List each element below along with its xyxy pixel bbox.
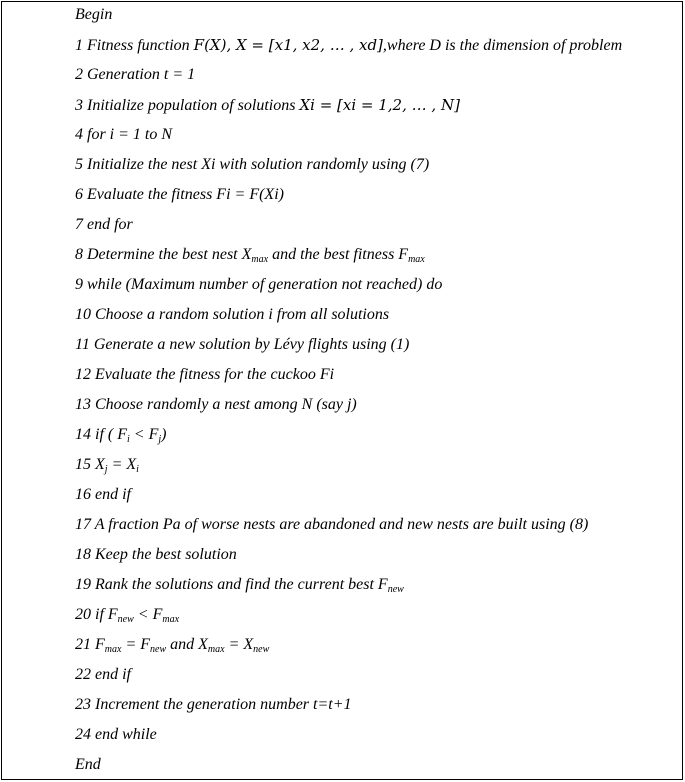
line-number: 3 bbox=[75, 97, 83, 114]
algorithm-line-19 bbox=[75, 575, 404, 595]
line-math: F(X), X = [x1, x2, … , xd] bbox=[193, 36, 383, 54]
line-text: Generate a new solution by Lévy flights using (1) bbox=[93, 336, 410, 353]
line-number: 19 bbox=[75, 576, 91, 593]
algorithm-line-15 bbox=[75, 455, 139, 475]
algorithm-line-21 bbox=[75, 635, 269, 655]
line-text: = X bbox=[107, 456, 137, 473]
subscript: max bbox=[408, 254, 425, 265]
line-math: Xi = [xi = 1,2, … , N] bbox=[299, 96, 460, 114]
algorithm-line-18 bbox=[75, 545, 237, 565]
line-number: 16 bbox=[75, 486, 91, 503]
algorithm-line-1 bbox=[75, 35, 622, 56]
line-text: Choose a random solution i from all solutions bbox=[95, 306, 390, 323]
line-number: 20 bbox=[75, 606, 91, 623]
subscript: max bbox=[104, 644, 122, 655]
subscript: i bbox=[127, 434, 130, 445]
algorithm-end: End bbox=[75, 756, 101, 773]
line-number: 11 bbox=[75, 336, 90, 353]
line-text: Choose randomly a nest among N (say j) bbox=[95, 396, 357, 413]
subscript: new bbox=[150, 644, 167, 655]
algorithm-line-2 bbox=[75, 65, 195, 85]
algorithm-line-23 bbox=[75, 695, 352, 715]
subscript: max bbox=[162, 614, 180, 625]
line-text: Evaluate the fitness for the cuckoo Fi bbox=[95, 366, 335, 383]
subscript: max bbox=[207, 644, 225, 655]
line-number: 7 bbox=[75, 216, 83, 233]
line-text-tail: ,where D is the dimension of problem bbox=[382, 37, 623, 54]
line-text: ) bbox=[161, 426, 167, 443]
algorithm-line-14 bbox=[75, 425, 166, 445]
subscript: max bbox=[251, 254, 269, 265]
line-text: Initialize the nest Xi with solution randomly using (7) bbox=[87, 156, 430, 173]
line-text: and X bbox=[166, 636, 208, 653]
subscript: new bbox=[253, 644, 270, 655]
algorithm-begin: Begin bbox=[75, 6, 113, 23]
line-number: 24 bbox=[75, 726, 91, 743]
line-text: end while bbox=[95, 726, 157, 743]
line-number: 15 bbox=[75, 456, 91, 473]
subscript: j bbox=[104, 464, 108, 475]
algorithm-line-20 bbox=[75, 605, 179, 625]
line-text: Increment the generation number t=t+1 bbox=[95, 696, 352, 713]
line-text: if ( F bbox=[95, 426, 127, 443]
line-number: 2 bbox=[75, 66, 83, 83]
line-text: Evaluate the fitness Fi = F(Xi) bbox=[87, 186, 284, 203]
algorithm-line-16 bbox=[75, 485, 131, 505]
algorithm-line-3 bbox=[75, 95, 460, 116]
line-text: Fitness function bbox=[87, 37, 194, 54]
line-text: < F bbox=[129, 426, 159, 443]
line-number: 17 bbox=[75, 516, 91, 533]
line-text: = F bbox=[121, 636, 151, 653]
algorithm-line-5 bbox=[75, 155, 429, 175]
line-text: while (Maximum number of generation not reached) do bbox=[87, 276, 443, 293]
line-number: 5 bbox=[75, 156, 83, 173]
algorithm-line-24 bbox=[75, 725, 157, 745]
line-text: Keep the best solution bbox=[95, 546, 237, 563]
line-text: Determine the best nest X bbox=[87, 246, 252, 263]
line-number: 21 bbox=[75, 636, 91, 653]
line-text: and the best fitness F bbox=[268, 246, 409, 263]
subscript: i bbox=[136, 464, 139, 475]
line-text: end for bbox=[87, 216, 133, 233]
algorithm-line-8 bbox=[75, 245, 425, 265]
subscript: new bbox=[117, 614, 134, 625]
algorithm-line-22 bbox=[75, 665, 131, 685]
algorithm-line-6 bbox=[75, 185, 284, 205]
line-text: for i = 1 to N bbox=[87, 126, 173, 143]
line-text: Generation t = 1 bbox=[87, 66, 196, 83]
line-number: 18 bbox=[75, 546, 91, 563]
algorithm-line-13 bbox=[75, 395, 357, 415]
line-number: 23 bbox=[75, 696, 91, 713]
algorithm-line-7 bbox=[75, 215, 133, 235]
algorithm-line-11 bbox=[75, 335, 409, 355]
line-number: 8 bbox=[75, 246, 83, 263]
line-number: 6 bbox=[75, 186, 83, 203]
line-text: A fraction Pa of worse nests are abandoned and new nests are built using (8) bbox=[94, 516, 589, 533]
algorithm-line-9 bbox=[75, 275, 442, 295]
algorithm-line-12 bbox=[75, 365, 334, 385]
algorithm-line-10 bbox=[75, 305, 389, 325]
line-number: 9 bbox=[75, 276, 83, 293]
line-number: 4 bbox=[75, 126, 83, 143]
subscript: new bbox=[387, 584, 404, 595]
line-number: 10 bbox=[75, 306, 91, 323]
line-text: end if bbox=[95, 666, 131, 683]
line-number: 1 bbox=[75, 37, 83, 54]
line-text: X bbox=[95, 456, 105, 473]
line-text: Initialize population of solutions bbox=[87, 97, 300, 114]
line-number: 12 bbox=[75, 366, 91, 383]
algorithm-line-17 bbox=[75, 515, 588, 535]
line-text: F bbox=[95, 636, 105, 653]
line-text: if F bbox=[95, 606, 118, 623]
line-text: < F bbox=[133, 606, 163, 623]
line-text: Rank the solutions and find the current best F bbox=[95, 576, 388, 593]
subscript: j bbox=[158, 434, 162, 445]
line-text: = X bbox=[224, 636, 254, 653]
algorithm-line-4 bbox=[75, 125, 172, 145]
algorithm-box bbox=[1, 1, 683, 780]
line-number: 13 bbox=[75, 396, 91, 413]
line-number: 22 bbox=[75, 666, 91, 683]
line-text: end if bbox=[95, 486, 131, 503]
line-number: 14 bbox=[75, 426, 91, 443]
